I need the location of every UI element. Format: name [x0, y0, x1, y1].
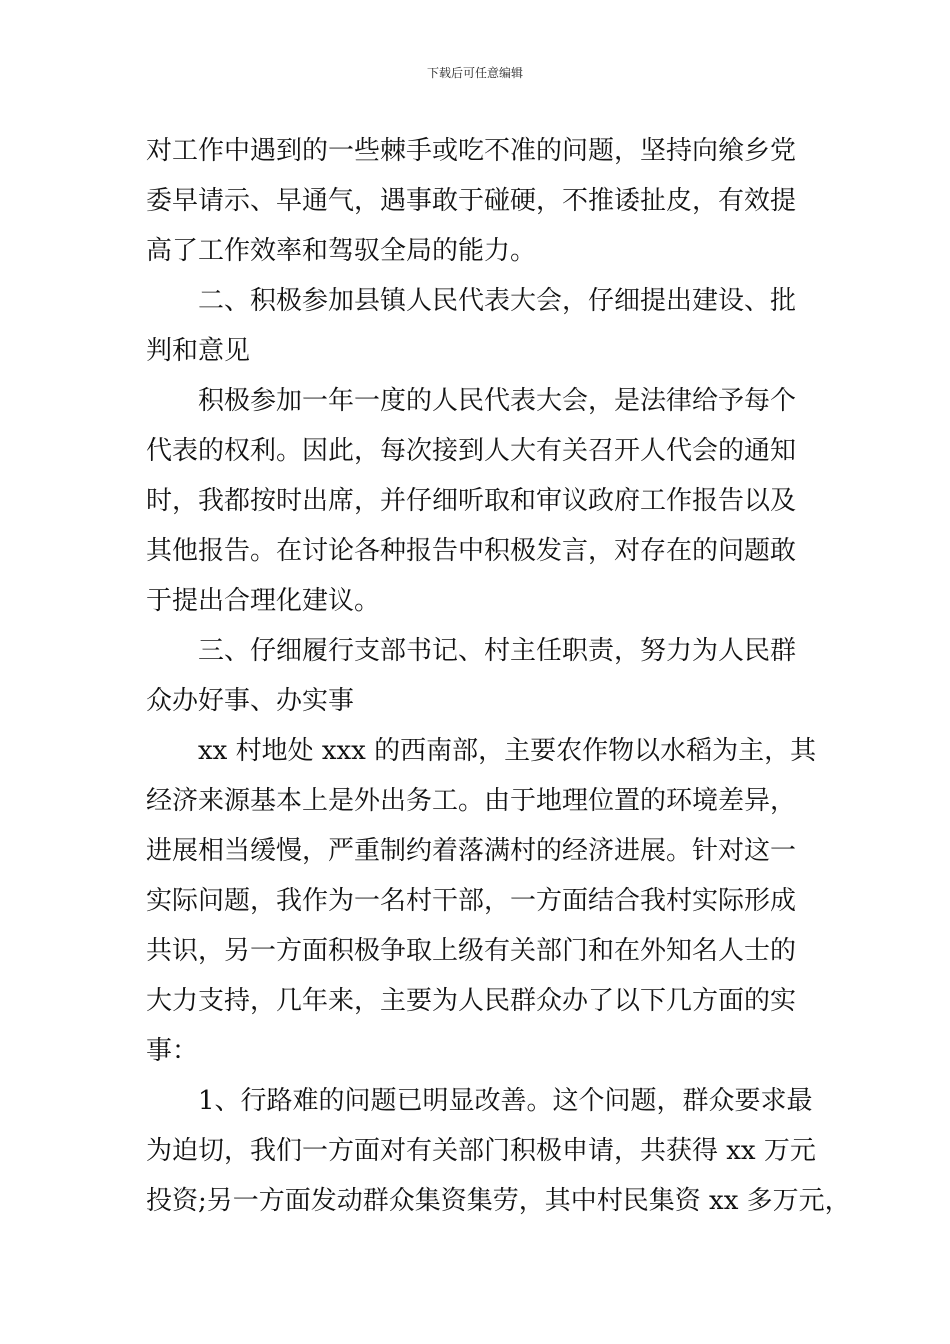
text-line: 投资;另一方面发动群众集资集劳，其中村民集资 xx 多万元， — [146, 1186, 851, 1216]
text-line: 二、积极参加县镇人民代表大会，仔细提出建设、批 — [198, 286, 797, 316]
text-line: 三、仔细履行支部书记、村主任职责，努力为人民群 — [198, 636, 797, 666]
text-line: 高了工作效率和驾驭全局的能力。 — [146, 236, 537, 266]
text-line: 为迫切，我们一方面对有关部门积极申请，共获得 xx 万元 — [146, 1136, 816, 1166]
text-line: 积极参加一年一度的人民代表大会，是法律给予每个 — [198, 386, 797, 416]
text-line: 大力支持，几年来，主要为人民群众办了以下几方面的实 — [146, 986, 797, 1016]
text-line: 经济来源基本上是外出务工。由于地理位置的环境差异， — [146, 786, 797, 816]
text-line: xx 村地处 xxx 的西南部，主要农作物以水稻为主，其 — [198, 736, 817, 766]
text-line: 其他报告。在讨论各种报告中积极发言，对存在的问题敢 — [146, 536, 797, 566]
text-line: 判和意见 — [146, 336, 251, 366]
header-note: 下载后可任意编辑 — [426, 66, 523, 80]
text-line: 时，我都按时出席，并仔细听取和审议政府工作报告以及 — [146, 486, 797, 516]
text-line: 共识，另一方面积极争取上级有关部门和在外知名人士的 — [146, 936, 797, 966]
text-line: 代表的权利。因此，每次接到人大有关召开人代会的通知 — [146, 436, 797, 466]
text-line: 委早请示、早通气，遇事敢于碰硬，不推诿扯皮，有效提 — [146, 186, 797, 216]
text-line: 进展相当缓慢，严重制约着落满村的经济进展。针对这一 — [146, 836, 797, 866]
text-line: 1、行路难的问题已明显改善。这个问题，群众要求最 — [198, 1086, 813, 1116]
text-line: 众办好事、办实事 — [146, 686, 355, 716]
text-line: 实际问题，我作为一名村干部，一方面结合我村实际形成 — [146, 886, 797, 916]
text-line: 于提出合理化建议。 — [146, 586, 381, 616]
text-line: 事： — [146, 1036, 199, 1066]
document-body — [146, 126, 851, 1226]
text-line: 对工作中遇到的一些棘手或吃不准的问题，坚持向飨乡党 — [146, 136, 797, 166]
